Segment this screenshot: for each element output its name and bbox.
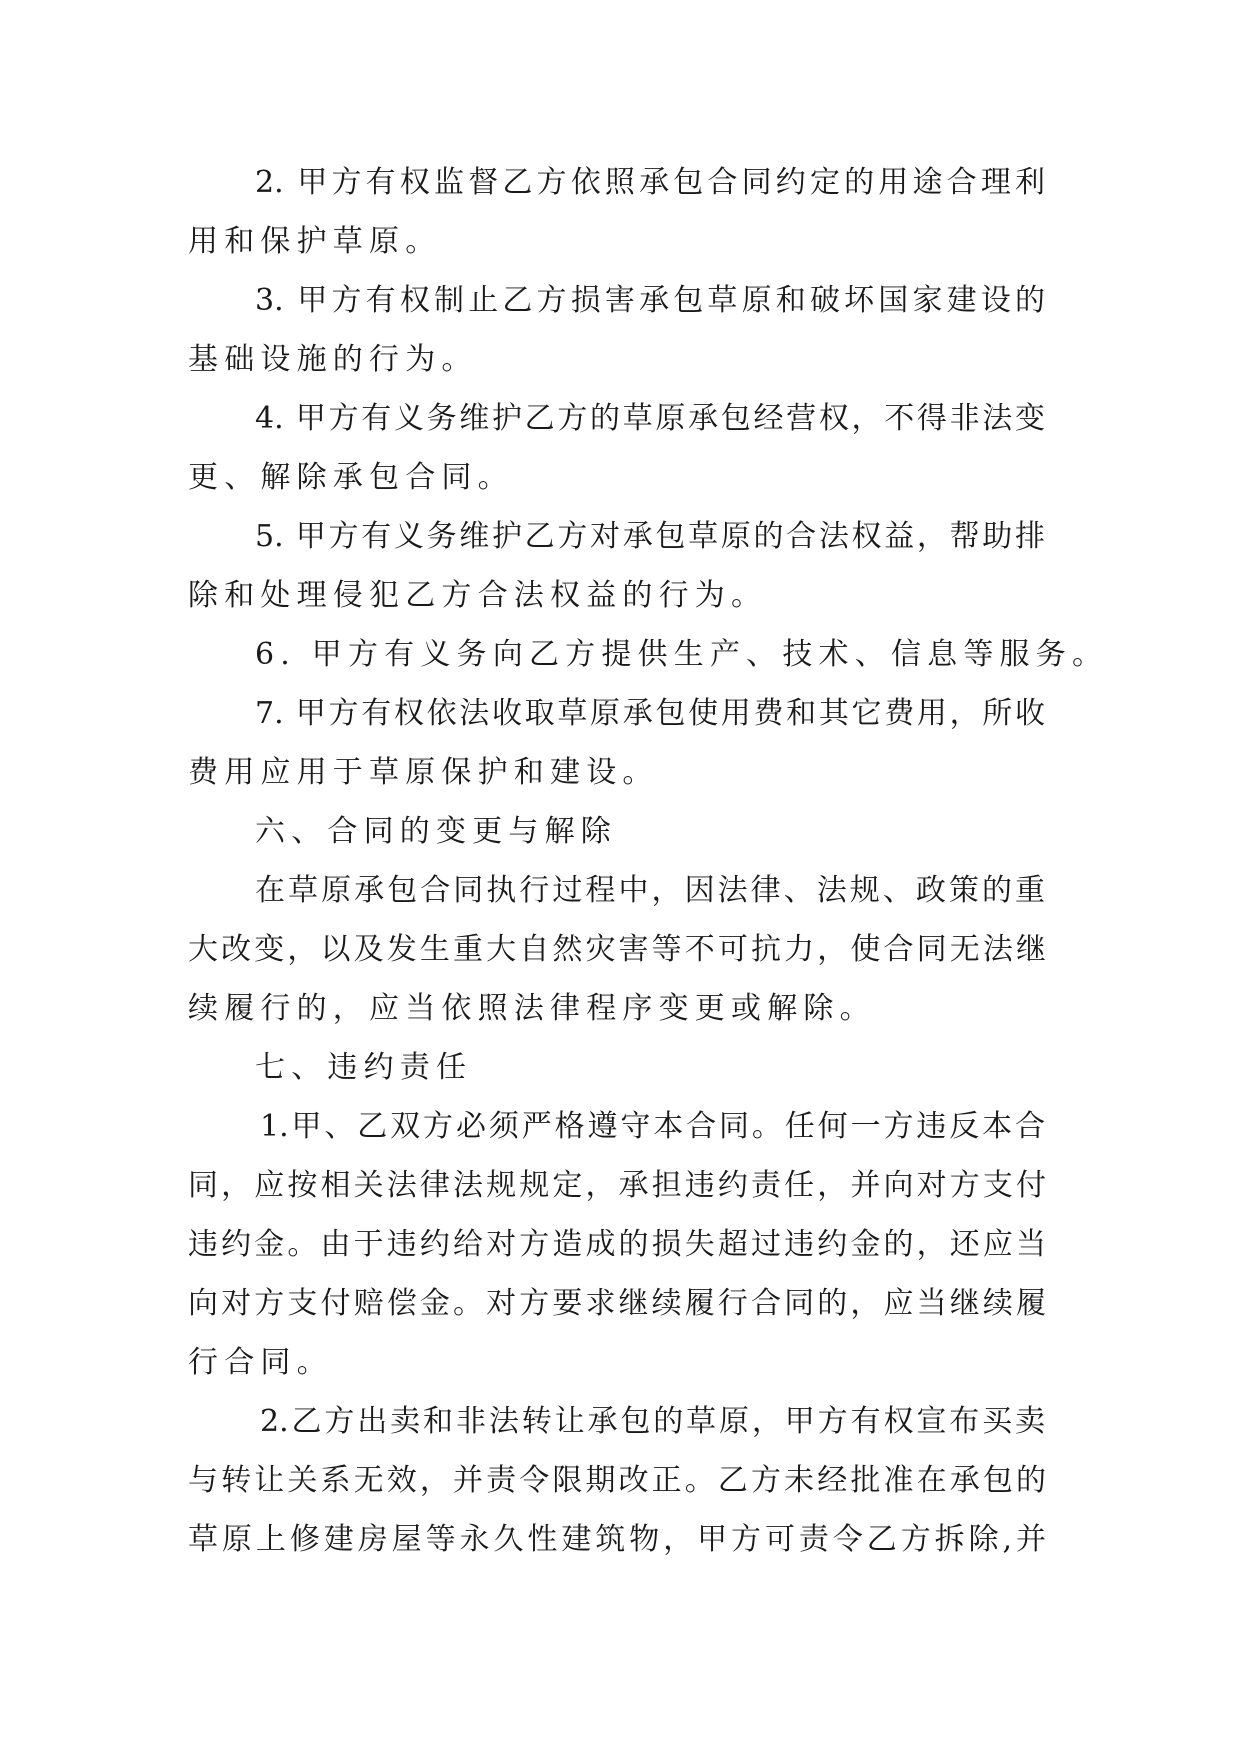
paragraph-line: 在草原承包合同执行过程中，因法律、法规、政策的重 <box>255 873 1045 908</box>
paragraph-line: 用和保护草原。 <box>188 224 442 259</box>
paragraph-line: 6. 甲方有义务向乙方提供生产、技术、信息等服务。 <box>255 637 1109 672</box>
paragraph-line: 同，应按相关法律法规规定，承担违约责任，并向对方支付 <box>188 1168 1046 1203</box>
paragraph-line: 更、解除承包合同。 <box>188 460 514 495</box>
paragraph-line: 费用应用于草原保护和建设。 <box>188 755 659 790</box>
paragraph-line: 4. 甲方有义务维护乙方的草原承包经营权，不得非法变 <box>255 401 1045 436</box>
paragraph-line: 与转让关系无效，并责令限期改正。乙方未经批准在承包的 <box>188 1463 1046 1498</box>
paragraph-line: 3. 甲方有权制止乙方损害承包草原和破坏国家建设的 <box>255 283 1045 318</box>
paragraph-line: 续履行的，应当依照法律程序变更或解除。 <box>188 991 876 1026</box>
paragraph-line: 行合同。 <box>188 1345 333 1380</box>
paragraph-line: 基础设施的行为。 <box>188 342 478 377</box>
paragraph-line: 草原上修建房屋等永久性建筑物，甲方可责令乙方拆除,并 <box>188 1522 1046 1557</box>
paragraph-line: 除和处理侵犯乙方合法权益的行为。 <box>188 578 768 613</box>
paragraph-line: 1.甲、乙双方必须严格遵守本合同。任何一方违反本合 <box>260 1109 1045 1144</box>
paragraph-line: 7. 甲方有权依法收取草原承包使用费和其它费用，所收 <box>255 696 1045 731</box>
paragraph-line: 2. 甲方有权监督乙方依照承包合同约定的用途合理利 <box>255 165 1045 200</box>
paragraph-line: 大改变，以及发生重大自然灾害等不可抗力，使合同无法继 <box>188 932 1046 967</box>
section-heading: 六、合同的变更与解除 <box>255 814 617 849</box>
paragraph-line: 5. 甲方有义务维护乙方对承包草原的合法权益，帮助排 <box>255 519 1045 554</box>
paragraph-line: 2.乙方出卖和非法转让承包的草原，甲方有权宣布买卖 <box>260 1404 1045 1439</box>
paragraph-line: 向对方支付赔偿金。对方要求继续履行合同的，应当继续履 <box>188 1286 1046 1321</box>
paragraph-line: 违约金。由于违约给对方造成的损失超过违约金的，还应当 <box>188 1227 1046 1262</box>
section-heading: 七、违约责任 <box>255 1050 473 1085</box>
